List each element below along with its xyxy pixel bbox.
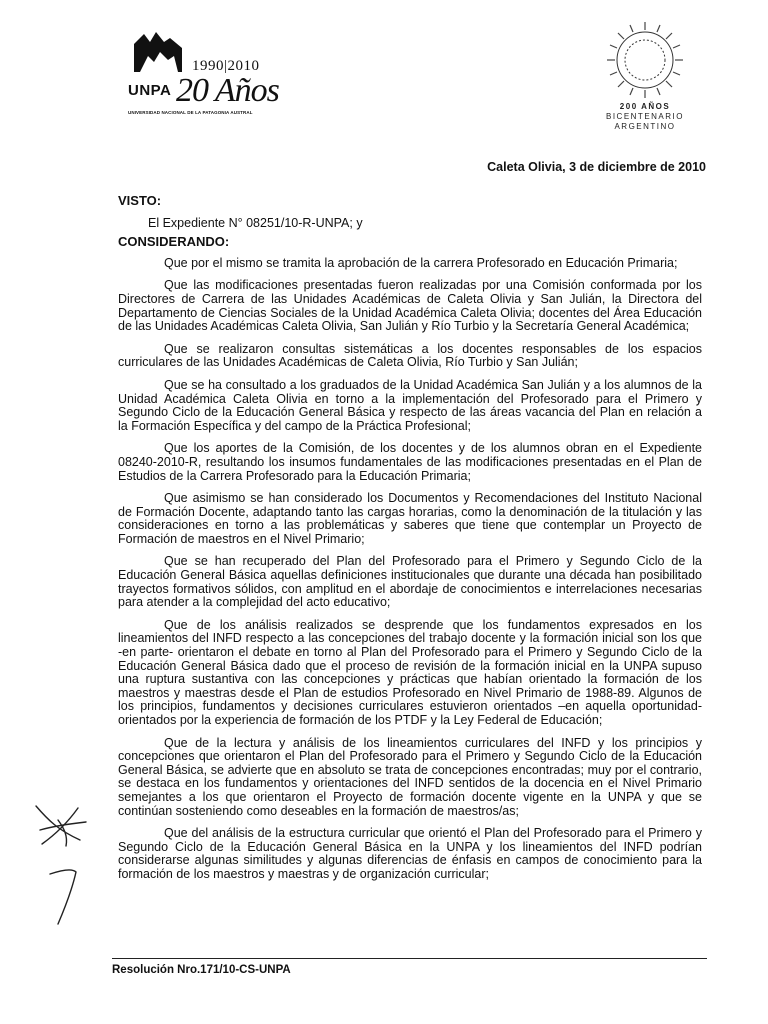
unpa-logo	[126, 20, 296, 125]
seal-emblem-icon	[603, 18, 687, 102]
paragraph: Que por el mismo se tramita la aprobación de la carrera Profesorado en Educación Primaria;	[164, 255, 678, 270]
paragraph: Que se realizaron consultas sistemáticas a los docentes responsables de los espacios curriculares de las Unidades Académicas de Caleta Olivia, Río Turbio y San Julián;	[118, 341, 702, 370]
considerando-heading: CONSIDERANDO:	[118, 234, 230, 250]
paragraph: Que las modificaciones presentadas fueron realizadas por una Comisión conformada por los Directores de Carrera de las Unidades Académicas de Caleta Olivia y San Julián, la Directora del Departamento de Ciencias Sociales de la Unidad Académica Caleta Olivia; docentes del Área Educación de las Unidades Académicas Caleta Olivia, San Julián y Río Turbio y la Secretaría General Académica;	[118, 278, 702, 334]
seal-line-1: 200 AÑOS	[619, 102, 671, 111]
paragraph: Que se han recuperado del Plan del Profesorado para el Primero y Segundo Ciclo de la Educación General Básica aquellas definiciones institucionales que durante una década han posibilitado trayectos formativos sólidos, con amplitud en el abordaje de conocimientos e interrelaciones necesarias para atender a la complejidad del acto educativo;	[118, 554, 702, 610]
handwritten-initials-icon	[28, 800, 98, 930]
paragraph: Que se ha consultado a los graduados de la Unidad Académica San Julián y a los alumnos de la Unidad Académica Caleta Olivia en torno a la implementación del Profesorado para el Primero y Segundo Ciclo de la Educación General Básica y respecto de las áreas vacancia del Plan en relación a la Formación Específica y del campo de la Práctica Profesional;	[118, 377, 702, 433]
seal-line-2: BICENTENARIO	[605, 112, 684, 121]
mountain-icon	[134, 30, 182, 72]
document-date: Caleta Olivia, 3 de diciembre de 2010	[487, 160, 706, 174]
unpa-brand: UNPA	[128, 82, 172, 99]
paragraph: Que los aportes de la Comisión, de los docentes y de los alumnos obran en el Expediente 08240-2010-R, resultando los insumos fundamentales de las modificaciones presentadas en el Plan de Estudios de la Carrera Profesorado para la Educación Primaria;	[118, 441, 702, 483]
anniversary-text: 20 Años	[176, 72, 279, 109]
paragraph: Que de los análisis realizados se desprende que los fundamentos expresados en los lineamientos del INFD respecto a las concepciones del trabajo docente y la formación inicial son los que -en parte- orientaron el debate en torno al Plan del Profesorado para el Primero y Segundo Ciclo de la Educación General Básica dado que el proceso de revisión de la formación inicial en la UNPA supuso una ruptura sustantiva con las concepciones y prácticas que habían orientado la formación de los maestros y maestras desde el Plan de estudios Profesorado en Nivel Primario de 1988-89. Algunos de los principios, fundamentos y decisiones curriculares estuvieron orientados –en aquella oportunidad- orientados por la experiencia de formación de los PTDF y la Ley Federal de Educación;	[118, 617, 702, 727]
visto-heading: VISTO:	[118, 193, 162, 208]
resolution-footer: Resolución Nro.171/10-CS-UNPA	[112, 958, 707, 976]
paragraph: Que de la lectura y análisis de los lineamientos curriculares del INFD y los principios y concepciones que orientaron el Plan del Profesorado para el Primero y Segundo Ciclo de la Educación General Básica, se advierte que en absoluto se trata de concepciones encontradas; muy por el contrario, se destaca en los fundamentos y orientaciones del INFD sentidos de la docencia en el Nivel Primario semejantes a los que orientaron el Proyecto de formación docente vigente en la UNPA y que se continúan sosteniendo como deseables en la formación de maestros/as;	[118, 735, 702, 818]
paragraph: Que del análisis de la estructura curricular que orientó el Plan del Profesorado para el Primero y Segundo Ciclo de la Educación General Básica en la UNPA y los lineamientos del INFD podrían considerarse algunas similitudes y algunas diferencias de énfasis en campos de conocimiento para la formación de los maestros y maestras y de organización curricular;	[118, 826, 702, 881]
bicentenario-seal	[590, 18, 700, 138]
expediente-line: El Expediente N° 08251/10-R-UNPA; y	[148, 215, 363, 230]
anniversary-years: 1990|2010	[192, 58, 260, 74]
document-body	[118, 194, 702, 891]
university-name: UNIVERSIDAD NACIONAL DE LA PATAGONIA AUSTRAL	[128, 110, 253, 115]
paragraph: Que asimismo se han considerado los Documentos y Recomendaciones del Instituto Nacional de Formación Docente, adaptando tanto las cargas horarias, como la denominación de la titulación y las consideraciones en torno a las problemáticas y saberes que tiene que contemplar un Proyecto de Formación de maestros en el Nivel Primario;	[118, 491, 702, 546]
seal-line-3: ARGENTINO	[614, 122, 676, 131]
